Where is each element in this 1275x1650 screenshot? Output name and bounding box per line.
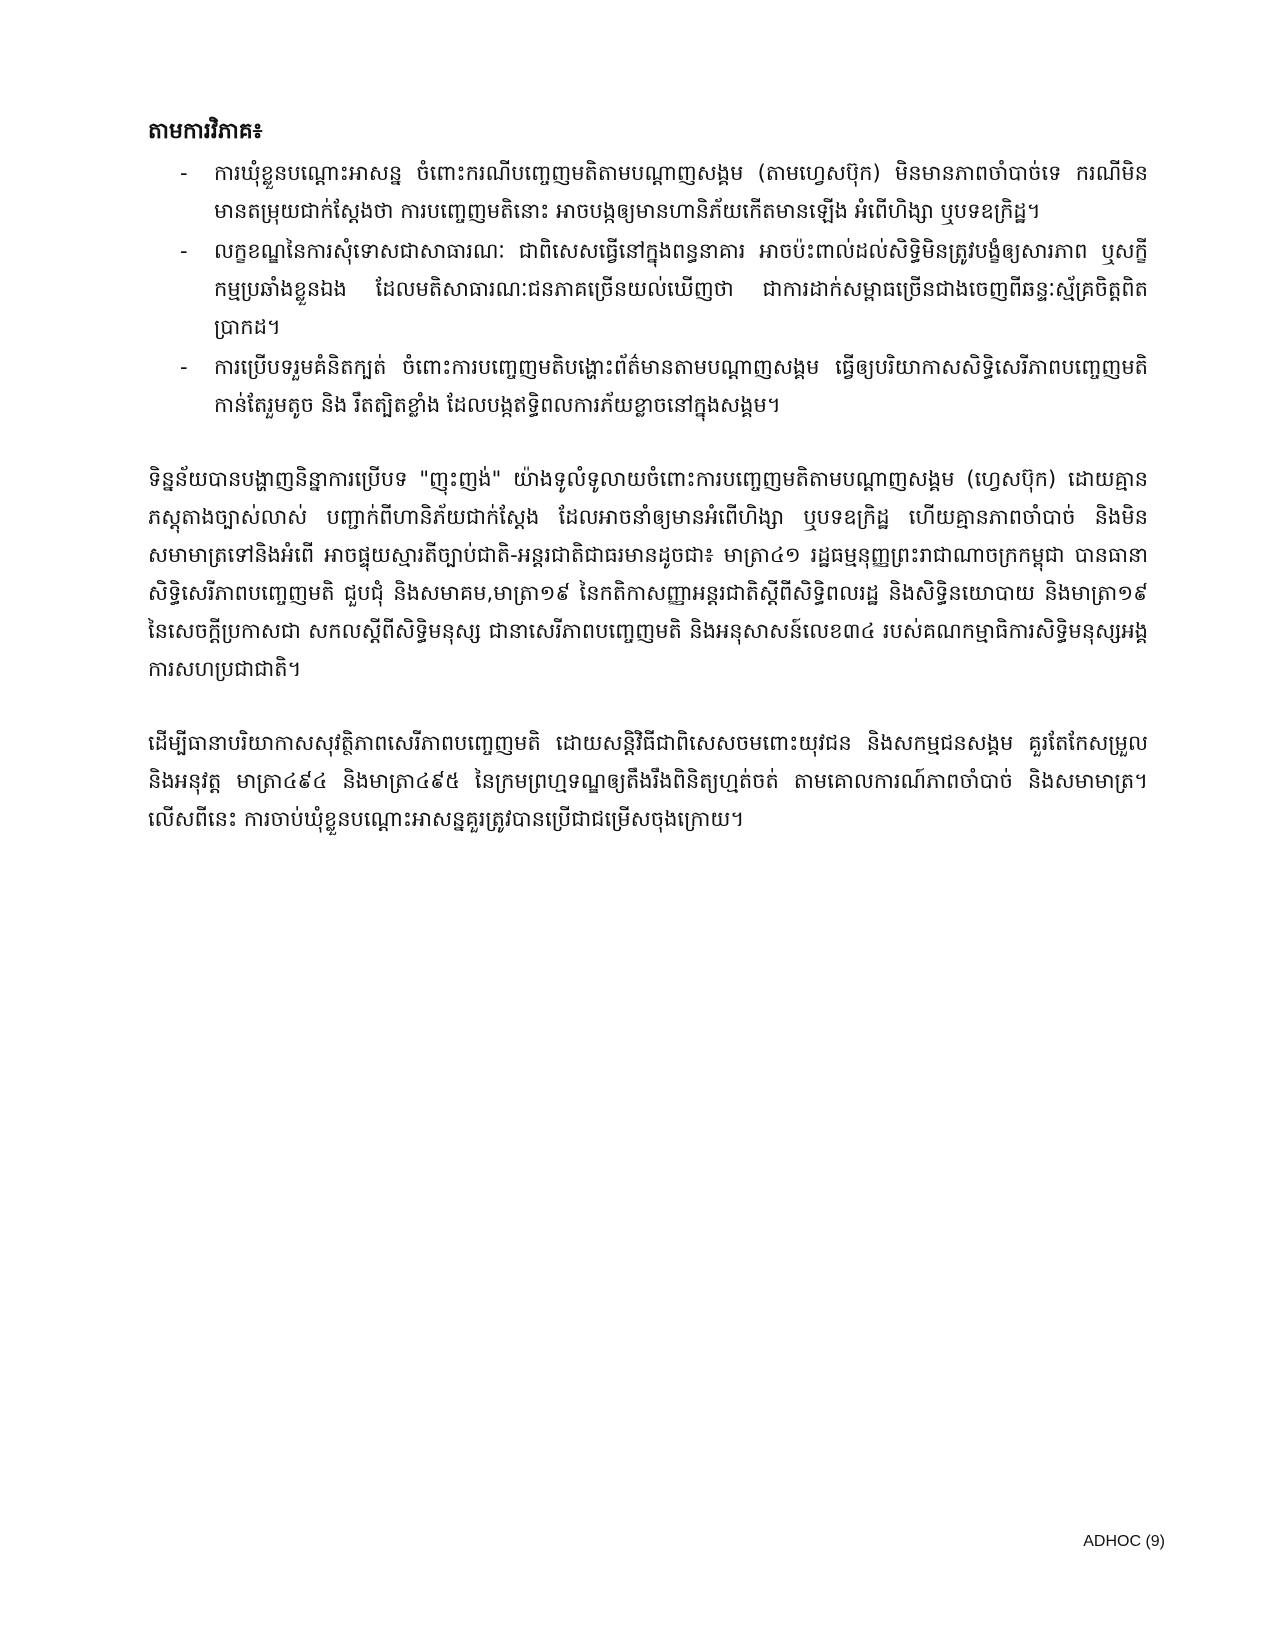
- list-item: [148, 232, 1148, 346]
- list-marker: -: [180, 161, 188, 185]
- list-marker: -: [180, 355, 188, 379]
- list-item: [148, 348, 1148, 424]
- section-heading: តាមការវិភាគ៖: [148, 119, 263, 144]
- document-body: [148, 112, 1148, 838]
- list-item: [148, 154, 1148, 230]
- page-footer: ADHOC (9): [1083, 1533, 1165, 1550]
- analysis-list: [148, 154, 1148, 424]
- list-item-text: លក្ខខណ្ឌនៃការសុំទោសជាសាធារណៈ ជាពិសេសធ្វើនៅក្នុងពន្ធនាគារ អាចប៉ះពាល់ដល់សិទ្ធិមិនត្រូវបង្ខំឲ្យសារភាព ឬសក្ខីកម្មប្រឆាំងខ្លួនឯង ដែលមតិសាធារណៈជនភាគច្រើនយល់ឃើញថា ជាការដាក់សម្ពាធច្រើនជាងចេញពីឆន្ទៈស្ម័គ្រចិត្តពិតប្រាកដ។: [214, 239, 1148, 339]
- list-item-text: ការប្រើបទរួមគំនិតក្បត់ ចំពោះការបញ្ចេញមតិបង្ហោះព័ត៌មានតាមបណ្ដាញសង្គម ធ្វើឲ្យបរិយាកាសសិទ្ធិសេរីភាពបញ្ចេញមតិកាន់តែរួមតូច និង រឹតត្បិតខ្លាំង ដែលបង្កឥទ្ធិពលការភ័យខ្លាចនៅក្នុងសង្គម។: [214, 355, 1148, 417]
- list-marker: -: [180, 239, 188, 263]
- list-item-text: ការឃុំខ្លួនបណ្ដោះអាសន្ន ចំពោះករណីបញ្ចេញមតិតាមបណ្ដាញសង្គម (តាមហ្វេសប៊ុក) មិនមានភាពចាំបាច់ទេ ករណីមិនមានតម្រុយជាក់ស្ដែងថា ការបញ្ចេញមតិនោះ អាចបង្កឲ្យមានហានិភ័យកើតមានឡើង អំពើហិង្សា ឬបទឧក្រិដ្ឋ។: [214, 161, 1148, 223]
- paragraph-data-trend: ទិន្នន័យបានបង្ហាញនិន្នាការប្រើបទ "ញុះញង់" យ៉ាងទូលំទូលាយចំពោះការបញ្ចេញមតិតាមបណ្ដាញសង្គម (ហ្វេសប៊ុក) ដោយគ្មានភស្ដុតាងច្បាស់លាស់ បញ្ជាក់ពីហានិភ័យជាក់ស្ដែង ដែលអាចនាំឲ្យមានអំពើហិង្សា ឬបទឧក្រិដ្ឋ ហើយគ្មានភាពចាំបាច់ និងមិនសមាមាត្រទៅនិងអំពើ អាចផ្ទុយស្មារតីច្បាប់ជាតិ-អន្តរជាតិជាធរមានដូចជា៖ មាត្រា៤១ រដ្ឋធម្មនុញ្ញព្រះរាជាណាចក្រកម្ពុជា បានធានាសិទ្ធិសេរីភាពបញ្ចេញមតិ ជួបជុំ និងសមាគម,មាត្រា១៩ នៃកតិកាសញ្ញាអន្តរជាតិស្ដីពីសិទ្ធិពលរដ្ឋ និងសិទ្ធិនយោបាយ និងមាត្រា១៩ នៃសេចក្ដីប្រកាសជា សកលស្ដីពីសិទ្ធិមនុស្ស ជានាសេរីភាពបញ្ចេញមតិ និងអនុសាសន៍លេខ៣៤ របស់គណកម្មាធិការសិទ្ធិមនុស្សអង្គការសហប្រជាជាតិ។: [148, 467, 1148, 681]
- paragraph-recommendation: ដើម្បីធានាបរិយាកាសសុវត្ថិភាពសេរីភាពបញ្ចេញមតិ ដោយសន្តិវិធីជាពិសេសចមពោះយុវជន និងសកម្មជនសង្គម គួរតែកែសម្រួល និងអនុវត្ត មាត្រា៤៩៤ និងមាត្រា៤៩៥ នៃក្រមព្រហ្មទណ្ឌឲ្យតឹងរឹងពិនិត្យហ្មត់ចត់ តាមគោលការណ៍ភាពចាំបាច់ និងសមាមាត្រ។ លើសពីនេះ ការចាប់ឃុំខ្លួនបណ្ដោះអាសន្នគួរត្រូវបានប្រើជាជម្រើសចុងក្រោយ។: [148, 731, 1148, 831]
